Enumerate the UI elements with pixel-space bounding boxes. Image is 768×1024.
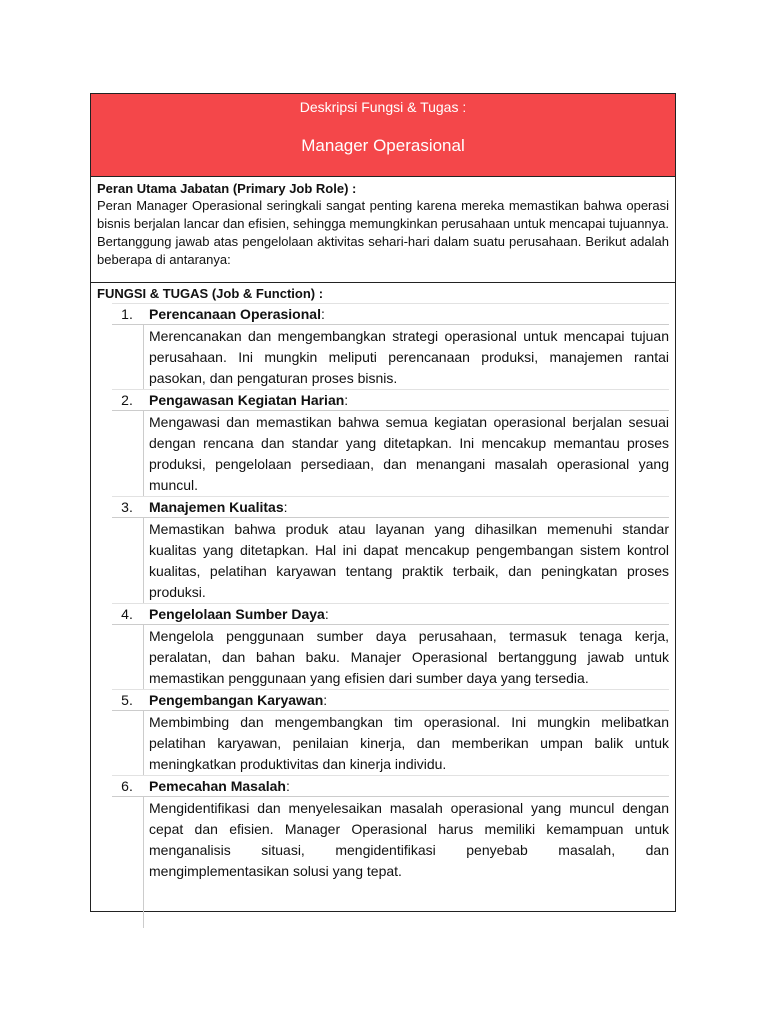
function-item-number: 1. [121, 306, 133, 322]
function-item-colon: : [324, 606, 329, 622]
function-item [97, 389, 669, 496]
function-item-number: 4. [121, 606, 133, 622]
function-item-title [149, 497, 288, 517]
function-item-title [149, 776, 290, 796]
function-item-description: Merencanakan dan mengembangkan strategi operasional untuk mencapai tujuan perusahaan. Ini mungkin meliputi perencanaan produksi, manajemen rantai pasokan, dan pengaturan proses bisnis. [143, 325, 669, 389]
function-item-title-row [112, 303, 669, 325]
function-item-description: Membimbing dan mengembangkan tim operasional. Ini mungkin melibatkan pelatihan karyawan, penilaian kinerja, dan memberikan umpan balik untuk meningkatkan produktivitas dan kinerja individu. [143, 711, 669, 775]
function-item-title [149, 690, 327, 710]
function-item-description: Memastikan bahwa produk atau layanan yang dihasilkan memenuhi standar kualitas yang ditetapkan. Hal ini dapat mencakup pengembangan sistem kontrol kualitas, pelatihan karyawan tentang praktik terbaik, dan peningkatan proses produksi. [143, 518, 669, 603]
function-item-title [149, 604, 329, 624]
function-item-colon: : [323, 692, 328, 708]
function-item-colon: : [285, 778, 290, 794]
functions-list [97, 303, 669, 882]
primary-role-section [91, 177, 675, 283]
function-item-title-text: Pemecahan Masalah [149, 778, 286, 794]
function-item [97, 496, 669, 603]
functions-section [91, 283, 675, 911]
table-filler [143, 882, 669, 928]
function-item [97, 603, 669, 689]
page-title: Manager Operasional [301, 136, 465, 155]
function-item [97, 303, 669, 389]
function-item-title-row [112, 775, 669, 797]
function-item-title-row [112, 603, 669, 625]
function-item-title-text: Perencanaan Operasional [149, 306, 321, 322]
function-item-description: Mengidentifikasi dan menyelesaikan masalah operasional yang muncul dengan cepat dan efisien. Manager Operasional harus memiliki kemampuan untuk menganalisis situasi, mengidentifikasi penyebab masalah, dan mengimplementasikan solusi yang tepat. [143, 797, 669, 882]
function-item [97, 775, 669, 882]
function-item-title-text: Pengawasan Kegiatan Harian [149, 392, 345, 408]
document-header [91, 94, 675, 177]
function-item-number: 2. [121, 392, 133, 408]
header-subtitle: Deskripsi Fungsi & Tugas : [299, 99, 467, 115]
function-item-title-row [112, 389, 669, 411]
function-item-number: 3. [121, 499, 133, 515]
function-item-description: Mengawasi dan memastikan bahwa semua kegiatan operasional berjalan sesuai dengan rencana dan standar yang ditetapkan. Ini mencakup memantau proses produksi, pengelolaan persediaan, dan menangani masalah operasional yang muncul. [143, 411, 669, 496]
functions-heading: FUNGSI & TUGAS (Job & Function) : [97, 286, 324, 301]
function-item-description: Mengelola penggunaan sumber daya perusahaan, termasuk tenaga kerja, peralatan, dan bahan baku. Manajer Operasional bertanggung jawab untuk memastikan penggunaan yang efisien dari sumber daya yang tersedia. [143, 625, 669, 689]
function-item-colon: : [320, 306, 325, 322]
function-item-colon: : [283, 499, 288, 515]
function-item-title-row [112, 496, 669, 518]
function-item-colon: : [344, 392, 349, 408]
function-item-number: 6. [121, 778, 133, 794]
function-item-title-text: Manajemen Kualitas [149, 499, 284, 515]
function-item-title-row [112, 689, 669, 711]
function-item [97, 689, 669, 775]
job-description-document [90, 93, 676, 912]
function-item-title [149, 390, 348, 410]
function-item-title-text: Pengelolaan Sumber Daya [149, 606, 325, 622]
function-item-title-text: Pengembangan Karyawan [149, 692, 324, 708]
function-item-number: 5. [121, 692, 133, 708]
primary-role-heading: Peran Utama Jabatan (Primary Job Role) : [97, 181, 357, 196]
function-item-title [149, 304, 325, 324]
primary-role-text: Peran Manager Operasional seringkali sangat penting karena mereka memastikan bahwa operasi bisnis berjalan lancar dan efisien, sehingga memungkinkan perusahaan untuk mencapai tujuannya. Bertanggung jawab atas pengelolaan aktivitas sehari-hari dalam suatu perusahaan. Berikut adalah beberapa di antaranya: [97, 198, 669, 267]
